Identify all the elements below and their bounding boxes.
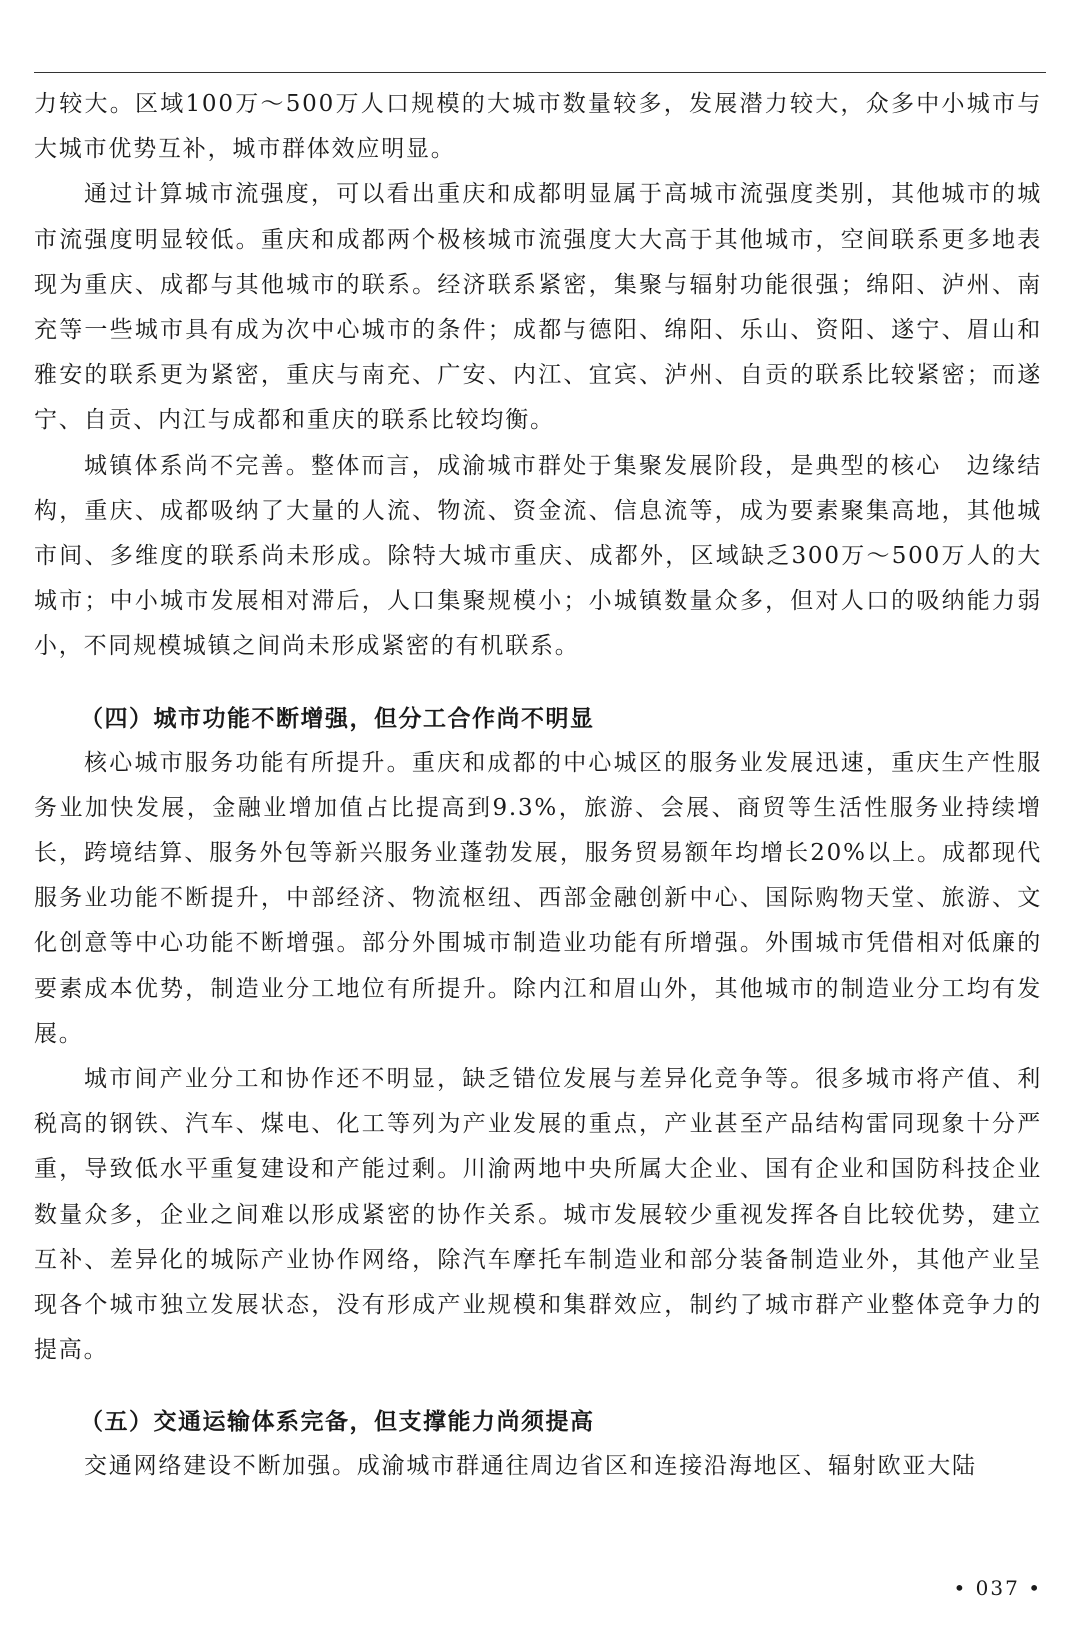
page-number: • 037 • bbox=[953, 1576, 1042, 1600]
paragraph-transport-network: 交通网络建设不断加强。成渝城市群通往周边省区和连接沿海地区、辐射欧亚大陆 bbox=[84, 1453, 977, 1480]
paragraph-urban-system: 城镇体系尚不完善。整体而言，成渝城市群处于集聚发展阶段，是典型的核心 边缘结构，重庆、成都吸纳了大量的人流、物流、资金流、信息流等，成为要素聚集高地，其他城市间、多维度的联系尚未形成。除特大城市重庆、成都外，区域缺乏300万～500万人的大城市；中小城市发展相对滞后，人口集聚规模小；小城镇数量众多，但对人口的吸纳能力弱小，不同规模城镇之间尚未形成紧密的有机联系。 bbox=[34, 452, 1042, 660]
section-heading-4: （四）城市功能不断增强，但分工合作尚不明显 bbox=[80, 704, 595, 732]
paragraph-core-city-services: 核心城市服务功能有所提升。重庆和成都的中心城区的服务业发展迅速，重庆生产性服务业加快发展，金融业增加值占比提高到9.3%，旅游、会展、商贸等生活性服务业持续增长，跨境结算、服务外包等新兴服务业蓬勃发展，服务贸易额年均增长20%以上。成都现代服务业功能不断提升，中部经济、物流枢纽、西部金融创新中心、国际购物天堂、旅游、文化创意等中心功能不断增强。部分外围城市制造业功能有所增强。外围城市凭借相对低廉的要素成本优势，制造业分工地位有所提升。除内江和眉山外，其他城市的制造业分工均有发展。 bbox=[34, 749, 1042, 1047]
page-body bbox=[34, 82, 1042, 1490]
section-gap bbox=[34, 670, 1042, 696]
section-gap bbox=[34, 1373, 1042, 1399]
paragraph-industrial-division: 城市间产业分工和协作还不明显，缺乏错位发展与差异化竞争等。很多城市将产值、利税高的钢铁、汽车、煤电、化工等列为产业发展的重点，产业甚至产品结构雷同现象十分严重，导致低水平重复建设和产能过剩。川渝两地中央所属大企业、国有企业和国防科技企业数量众多，企业之间难以形成紧密的协作关系。城市发展较少重视发挥各自比较优势，建立互补、差异化的城际产业协作网络，除汽车摩托车制造业和部分装备制造业外，其他产业呈现各个城市独立发展状态，没有形成产业规模和集群效应，制约了城市群产业整体竞争力的提高。 bbox=[34, 1066, 1042, 1364]
paragraph-city-flow-intensity: 通过计算城市流强度，可以看出重庆和成都明显属于高城市流强度类别，其他城市的城市流强度明显较低。重庆和成都两个极核城市流强度大大高于其他城市，空间联系更多地表现为重庆、成都与其他城市的联系。经济联系紧密，集聚与辐射功能很强；绵阳、泸州、南充等一些城市具有成为次中心城市的条件；成都与德阳、绵阳、乐山、资阳、遂宁、眉山和雅安的联系更为紧密，重庆与南充、广安、内江、宜宾、泸州、自贡的联系比较紧密；而遂宁、自贡、内江与成都和重庆的联系比较均衡。 bbox=[34, 181, 1042, 434]
section-heading-5: （五）交通运输体系完备，但支撑能力尚须提高 bbox=[80, 1408, 595, 1436]
paragraph-continuation: 力较大。区域100万～500万人口规模的大城市数量较多，发展潜力较大，众多中小城市与大城市优势互补，城市群体效应明显。 bbox=[34, 91, 1042, 163]
header-rule bbox=[34, 72, 1046, 73]
